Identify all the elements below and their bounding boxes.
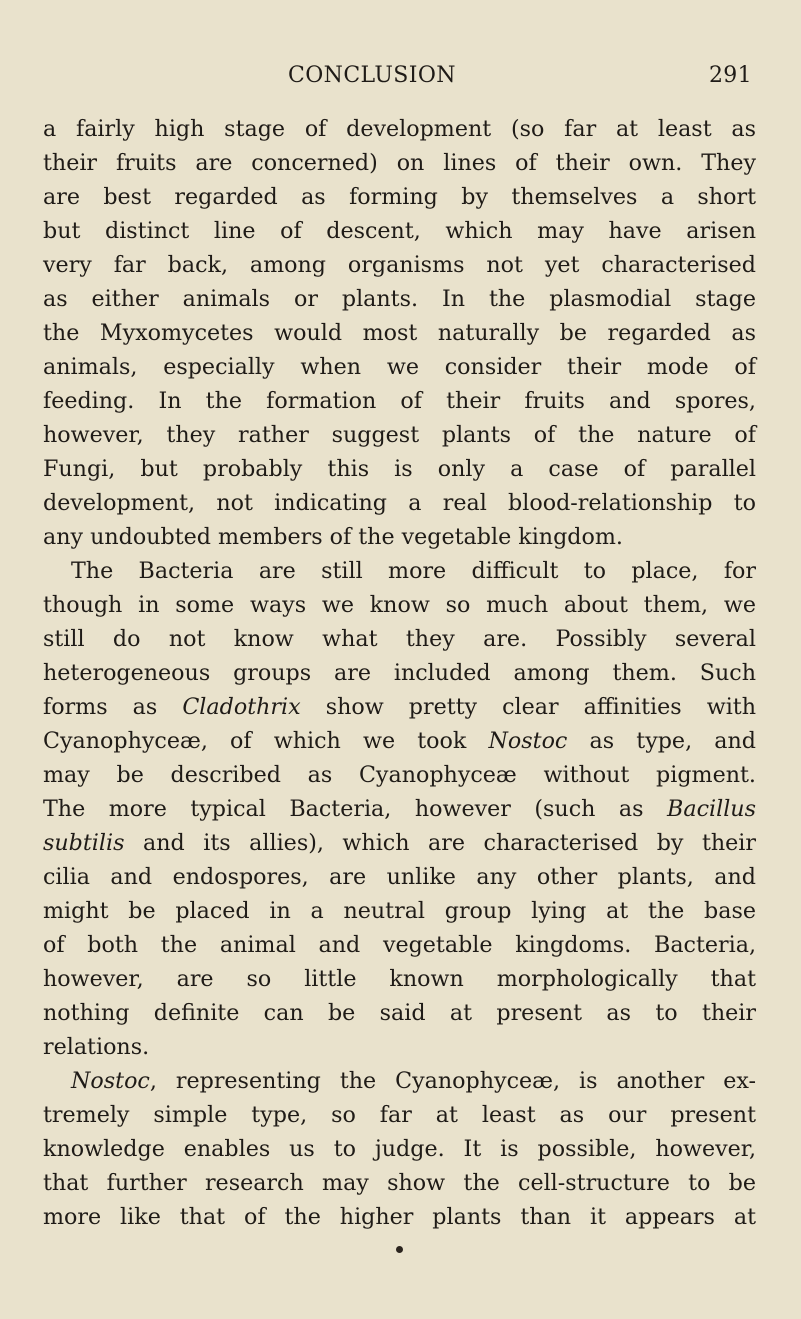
text-line: any undoubted members of the vegetable kingdom. — [43, 524, 623, 550]
text-line: feeding. In the formation of their fruits and spores, — [43, 388, 756, 414]
text-line — [43, 725, 756, 758]
text-line: are best regarded as forming by themselves a short — [43, 184, 756, 210]
text-line — [43, 793, 756, 826]
text-line: cilia and endospores, are unlike any other plants, and — [43, 864, 756, 890]
italic-term: Cladothrix — [182, 694, 301, 720]
text-line: Fungi, but probably this is only a case of parallel — [43, 456, 756, 482]
text-line — [43, 1065, 756, 1098]
text-fragment: forms as — [43, 694, 158, 720]
text-fragment: and its allies), which are characterised by their — [143, 830, 756, 856]
text-line — [43, 827, 756, 860]
text-line: animals, especially when we consider their mode of — [43, 354, 756, 380]
text-fragment: as type, and — [589, 728, 756, 754]
text-line: tremely simple type, so far at least as our present — [43, 1102, 756, 1128]
text-fragment: show pretty clear affinities with — [325, 694, 756, 720]
text-line: the Myxomycetes would most naturally be regarded as — [43, 320, 756, 346]
running-head — [0, 63, 801, 95]
text-line: however, are so little known morphologically that — [43, 966, 756, 992]
text-line: though in some ways we know so much about them, we — [43, 592, 756, 618]
text-line: very far back, among organisms not yet characterised — [43, 252, 756, 278]
text-fragment: Cyanophyceæ, of which we took — [43, 728, 467, 754]
text-line — [43, 691, 756, 724]
text-line: a fairly high stage of development (so far at least as — [43, 116, 756, 142]
text-line: but distinct line of descent, which may have arisen — [43, 218, 756, 244]
page-number: 291 — [709, 63, 752, 88]
printer-dot — [396, 1246, 403, 1253]
text-fragment: The more typical Bacteria, however (such as — [43, 796, 644, 822]
text-line: development, not indicating a real blood-relationship to — [43, 490, 756, 516]
text-line: might be placed in a neutral group lying at the base — [43, 898, 756, 924]
text-line: their fruits are concerned) on lines of their own. They — [43, 150, 756, 176]
italic-term: Bacillus — [667, 796, 756, 822]
text-line: may be described as Cyanophyceæ without pigment. — [43, 762, 756, 788]
text-line: that further research may show the cell-structure to be — [43, 1170, 756, 1196]
text-line: as either animals or plants. In the plasmodial stage — [43, 286, 756, 312]
running-title: CONCLUSION — [288, 63, 456, 88]
text-line: of both the animal and vegetable kingdoms. Bacteria, — [43, 932, 756, 958]
italic-term: subtilis — [43, 830, 125, 856]
italic-term: Nostoc — [71, 1068, 150, 1094]
text-fragment: , representing the Cyanophyceæ, is another ex- — [149, 1068, 756, 1094]
text-line: still do not know what they are. Possibly several — [43, 626, 756, 652]
text-line: however, they rather suggest plants of the nature of — [43, 422, 756, 448]
text-line: knowledge enables us to judge. It is possible, however, — [43, 1136, 756, 1162]
text-line: heterogeneous groups are included among them. Such — [43, 660, 756, 686]
italic-term: Nostoc — [488, 728, 568, 754]
text-line: The Bacteria are still more difficult to place, for — [71, 558, 756, 584]
text-line: relations. — [43, 1034, 150, 1060]
text-line: nothing definite can be said at present as to their — [43, 1000, 756, 1026]
text-line: more like that of the higher plants than it appears at — [43, 1204, 756, 1230]
